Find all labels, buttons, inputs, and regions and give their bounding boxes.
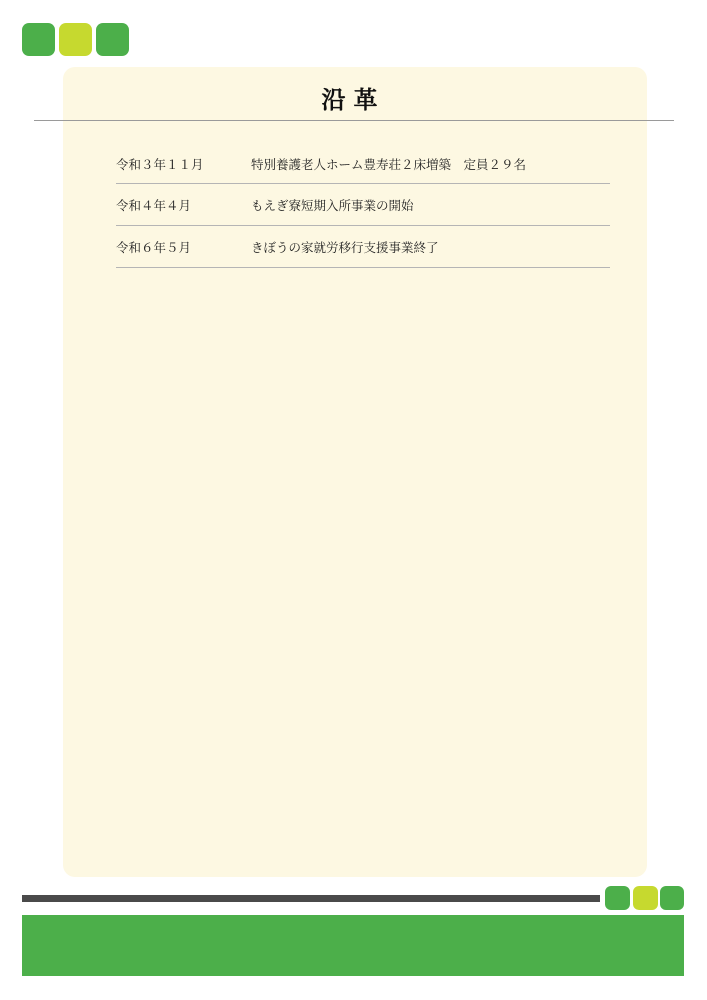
footer-square-green-1 — [605, 886, 630, 910]
footer-square-green-2 — [660, 886, 684, 910]
page-title: 沿革 — [321, 86, 386, 114]
history-date: 令和４年４月 — [116, 197, 192, 213]
title-divider — [34, 120, 674, 121]
footer-band — [22, 915, 684, 976]
history-date: 令和３年１１月 — [116, 156, 204, 172]
history-event: 特別養護老人ホーム豊寿荘２床増築 定員２９名 — [251, 156, 527, 172]
history-date: 令和６年５月 — [116, 239, 192, 255]
history-row — [116, 226, 610, 268]
decor-square-lime — [59, 23, 92, 56]
history-event: もえぎ寮短期入所事業の開始 — [251, 197, 414, 213]
decor-square-green-2 — [96, 23, 129, 56]
history-event: きぼうの家就労移行支援事業終了 — [251, 239, 439, 255]
history-row — [116, 184, 610, 226]
footer-divider-bar — [22, 895, 600, 902]
decor-square-green-1 — [22, 23, 55, 56]
footer-square-lime — [633, 886, 658, 910]
history-table — [116, 144, 610, 268]
history-row — [116, 144, 610, 184]
